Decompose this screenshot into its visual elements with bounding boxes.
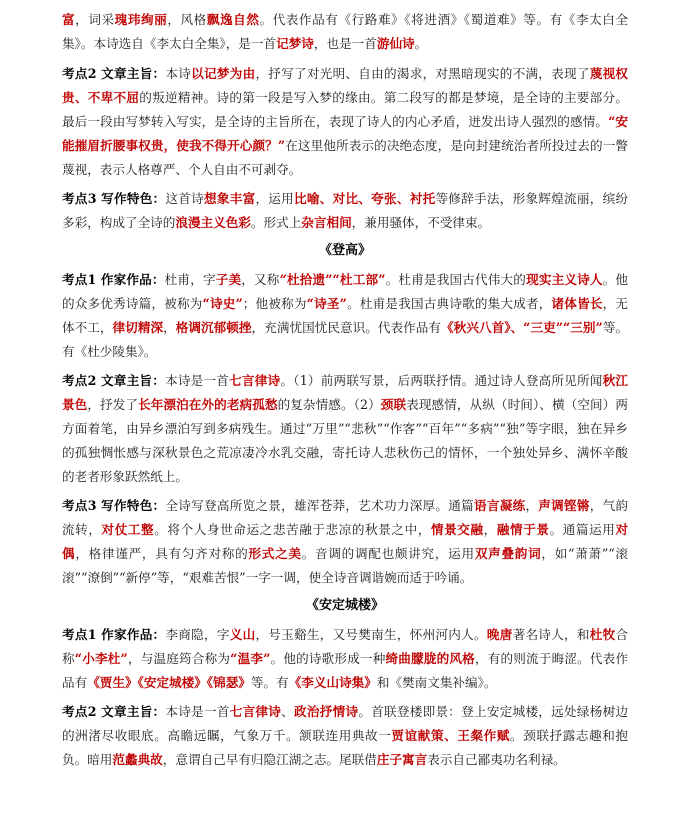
body-text: ；他被称为 xyxy=(242,296,307,311)
point-label: 考点2 文章主旨： xyxy=(62,704,166,719)
section-title: 《登高》 xyxy=(318,243,371,258)
body-text: 和《樊南文集补编》。 xyxy=(376,675,497,690)
key-term: 富 xyxy=(62,12,76,27)
point-1-1 xyxy=(62,268,628,364)
key-term: 现实主义诗人 xyxy=(526,272,603,287)
section-denggao xyxy=(62,240,628,590)
key-term: 绮曲朦胧的风格 xyxy=(385,651,475,666)
body-text: ，无体不工， xyxy=(62,296,629,335)
key-term: 庄子寓言 xyxy=(376,752,428,767)
key-term: 记梦诗 xyxy=(276,36,314,51)
section-title: 《安定城楼》 xyxy=(305,598,384,613)
key-term: 子美 xyxy=(215,272,242,287)
point-0-2 xyxy=(62,187,628,235)
key-term: “安能摧眉折腰事权贵，使我不得开心颜？” xyxy=(62,114,629,153)
key-term: 格调沉郁顿挫 xyxy=(175,320,252,335)
body-text: ，如“萧萧”“滚滚”“潦倒”“新停”等，“艰难苦恨”一字一调，使全诗音调谐婉而适于吟诵。 xyxy=(62,546,629,585)
body-text: ，有的则流于晦涩。代表作品有 xyxy=(62,651,629,690)
key-term: 颈联 xyxy=(380,397,407,412)
section-libai xyxy=(62,62,628,235)
body-text: 本诗是一首 xyxy=(165,704,230,719)
key-term: 秋江景色 xyxy=(62,373,629,412)
key-term: 政治抒情诗 xyxy=(294,704,359,719)
key-term: 诸体皆长 xyxy=(551,296,603,311)
body-text: ，与温庭筠合称为 xyxy=(127,651,231,666)
key-term: 义山 xyxy=(229,627,256,642)
body-text: 这首诗 xyxy=(165,191,204,206)
body-text: 。首联登楼即景：登上安定城楼，远处绿杨树边的洲渚尽收眼底。高瞻远瞩，气象万千。颔联连用典故一 xyxy=(62,704,629,743)
key-term: “温李” xyxy=(230,651,271,666)
key-term: 比喻、对比、夸张、衬托 xyxy=(294,191,436,206)
point-2-1 xyxy=(62,623,628,695)
body-text: 。代表作品有《行路难》《将进酒》《蜀道难》等。有《李太白全集》。本诗选自《李太白全集》，是一首 xyxy=(62,12,629,51)
point-label: 考点3 写作特色： xyxy=(62,498,166,513)
body-text: ，词采 xyxy=(75,12,115,27)
point-2-2 xyxy=(62,700,628,772)
key-term: “小李杜” xyxy=(74,651,128,666)
key-term: 七言律诗 xyxy=(229,373,281,388)
key-term: 《秋兴八首》、“三吏”“三别” xyxy=(441,320,603,335)
body-text: 。形式上 xyxy=(250,215,302,230)
body-text: 。他的众多优秀诗篇，被称为 xyxy=(62,272,629,311)
body-text: ，风格 xyxy=(167,12,207,27)
body-text: ，气韵流转， xyxy=(62,498,629,537)
point-label: 考点2 文章主旨： xyxy=(62,66,166,81)
point-label: 考点1 作家作品： xyxy=(62,272,165,287)
body-text: 表示自己鄙夷功名利禄。 xyxy=(427,752,566,767)
key-term: 杂言相间 xyxy=(301,215,352,230)
key-term: “诗圣” xyxy=(306,296,347,311)
body-text: 的复杂情感。（2） xyxy=(277,397,381,412)
point-0-1 xyxy=(62,62,628,182)
body-text: 著名诗人，和 xyxy=(512,627,590,642)
body-text: ，格律谨严，具有匀齐对称的 xyxy=(75,546,249,561)
body-text: 杜甫，字 xyxy=(164,272,216,287)
key-term: 飘逸自然 xyxy=(206,12,260,27)
body-text: ，抒写了对光明、自由的渴求，对黑暗现实的不满，表现了 xyxy=(255,66,590,81)
key-term: 浪漫主义色彩 xyxy=(175,215,251,230)
point-1-3 xyxy=(62,494,628,590)
key-term: 晚唐 xyxy=(486,627,513,642)
body-text: ， xyxy=(163,320,176,335)
body-text: 的叛逆精神。诗的第一段是写入梦的缘由。第二段写的都是梦境，是全诗的主要部分。最后一段由写梦转入写实，是全诗的主旨所在，表现了诗人的内心矛盾，迸发出诗人强烈的感情。 xyxy=(62,90,629,129)
point-label: 考点3 写作特色： xyxy=(62,191,166,206)
body-text: ， xyxy=(525,498,539,513)
key-term: 七言律诗 xyxy=(229,704,282,719)
key-term: 双声叠韵词 xyxy=(474,546,542,561)
body-text: 合称 xyxy=(62,627,629,666)
body-text: ，充满忧国忧民意识。代表作品有 xyxy=(251,320,442,335)
body-text: ，运用 xyxy=(255,191,295,206)
body-text: ，号玉谿生，又号樊南生，怀州河内人。 xyxy=(255,627,487,642)
body-text: ， xyxy=(483,522,497,537)
body-text: 。将个人身世命运之悲苦融于悲凉的秋景之中， xyxy=(154,522,431,537)
key-term: 融情于景 xyxy=(496,522,550,537)
body-text: 全诗写登高所览之景，雄浑苍莽，艺术功力深厚。通篇 xyxy=(165,498,474,513)
body-text: 。他的诗歌形成一种 xyxy=(270,651,386,666)
key-term: 蔑视权贵、不卑不屈 xyxy=(62,66,629,105)
body-text: 。颈联抒露志趣和抱负。暗用 xyxy=(62,728,629,767)
body-text: 。杜甫是我国古典诗歌的集大成者， xyxy=(346,296,552,311)
key-term: 瑰玮绚丽 xyxy=(114,12,168,27)
key-term: 长年漂泊在外的老病孤愁 xyxy=(138,397,278,412)
body-text: ，又称 xyxy=(241,272,280,287)
body-text: 等。有 xyxy=(250,675,289,690)
body-text: 在这里他所表示的决绝态度，是向封建统治者所投过去的一瞥蔑视，表示人格尊严、个人自由不可剥夺。 xyxy=(62,138,628,177)
point-label: 考点1 作家作品： xyxy=(62,627,166,642)
body-text: 。 xyxy=(414,36,428,51)
intro-paragraph xyxy=(62,8,628,56)
key-term: 以记梦为由 xyxy=(191,66,256,81)
body-text: 等。有《杜少陵集》。 xyxy=(62,320,629,359)
key-term: 游仙诗 xyxy=(376,36,415,51)
point-1-2 xyxy=(62,369,628,489)
body-text: 表现感情，从纵（时间）、横（空间）两方面着笔，由异乡漂泊写到多病残生。通过“万里”“悲秋”“作客”“百年”“多病”“独”等字眼，独在异乡的孤独惆怅感与深秋景色之荒凉凄冷水乳交融，寄托诗人悲秋伤己的情怀，一个独处异乡、满怀辛酸的老者形象跃然纸上。 xyxy=(62,397,629,484)
body-text: 。（1）前两联写景，后两联抒情。通过诗人登高所见所闻 xyxy=(280,373,603,388)
key-term: 对仗工整 xyxy=(101,522,155,537)
key-term: “杜拾遗”“杜工部” xyxy=(279,272,386,287)
body-text: ，兼用骚体，不受律束。 xyxy=(351,215,491,230)
key-term: 《李义山诗集》 xyxy=(288,675,377,690)
key-term: 情景交融 xyxy=(430,522,484,537)
body-text: 。音调的调配也颇讲究，运用 xyxy=(301,546,475,561)
body-text: 本诗 xyxy=(165,66,192,81)
body-text: 等修辞手法，形象辉煌流丽，缤纷多彩，构成了全诗的 xyxy=(62,191,629,230)
key-term: “诗史” xyxy=(202,296,243,311)
key-term: 范蠡典故 xyxy=(112,752,163,767)
section-anding xyxy=(62,595,628,772)
body-text: ，抒发了 xyxy=(87,397,139,412)
body-text: 。通篇运用 xyxy=(549,522,616,537)
point-label: 考点2 文章主旨： xyxy=(62,373,166,388)
document-page xyxy=(62,8,628,777)
body-text: ，意谓自己早有归隐江湖之志。尾联借 xyxy=(162,752,377,767)
key-term: 声调铿锵 xyxy=(538,498,590,513)
key-term: 对偶 xyxy=(62,522,629,561)
key-term: 形式之美 xyxy=(248,546,302,561)
key-term: 语言凝练 xyxy=(474,498,526,513)
key-term: 《贾生》《安定城楼》《锦瑟》 xyxy=(87,675,251,690)
body-text: ，也是一首 xyxy=(313,36,377,51)
body-text: 。杜甫是我国古代伟大的 xyxy=(385,272,527,287)
body-text: 本诗是一首 xyxy=(165,373,230,388)
key-term: 贾谊献策、王粲作赋 xyxy=(391,728,511,743)
key-term: 想象丰富 xyxy=(204,191,256,206)
body-text: 李商隐，字 xyxy=(165,627,230,642)
key-term: 杜牧 xyxy=(589,627,616,642)
body-text: 、 xyxy=(281,704,295,719)
key-term: 律切精深 xyxy=(112,320,164,335)
